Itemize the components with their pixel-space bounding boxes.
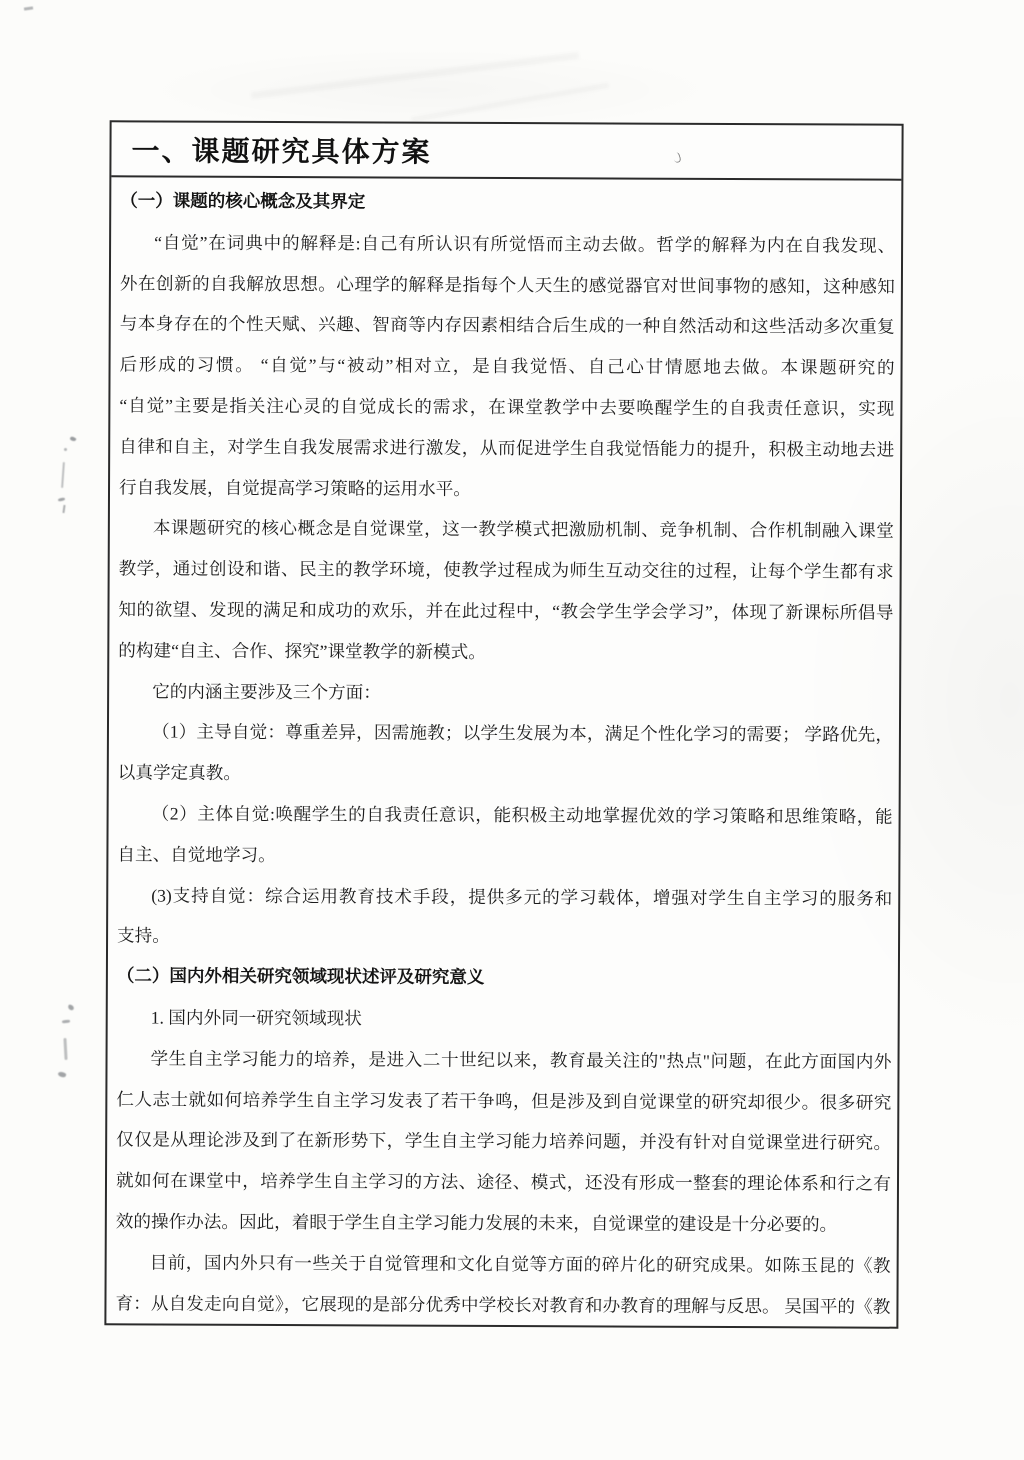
document-title-row	[111, 122, 901, 180]
text-line: 仁人志士就如何培养学生自主学习发表了若干争鸣，但是涉及到自觉课堂的研究却很少。很多研究	[116, 1088, 892, 1113]
text-line: 自律和自主，对学生自我发展需求进行激发，从而促进学生自我觉悟能力的提升，积极主动地去进	[119, 436, 895, 460]
text-line: 1. 国内外同一研究领域现状	[150, 1007, 362, 1029]
text-line: 与本身存在的个性天赋、兴趣、智商等内存因素相结合后生成的一种自然活动和这些活动多次重复	[119, 313, 895, 338]
scan-streak	[411, 83, 609, 123]
page-title: 一、课题研究具体方案	[131, 133, 432, 169]
text-line: (3)支持自觉：综合运用教育技术手段，提供多元的学习载体，增强对学生自主学习的服务和	[151, 885, 893, 909]
text-line: 学生自主学习能力的培养，是进入二十世纪以来，教育最关注的"热点"问题，在此方面国内外	[150, 1048, 892, 1072]
text-line: 自主、自觉地学习。	[117, 844, 276, 865]
ink-smudge	[63, 1038, 67, 1060]
text-line: 的构建“自主、合作、探究”课堂教学的新模式。	[118, 640, 486, 662]
ink-smudge	[69, 436, 76, 442]
text-line: 目前，国内外只有一些关于自觉管理和文化自觉等方面的碎片化的研究成果。如陈玉昆的《教	[149, 1252, 891, 1276]
ink-smudge	[58, 497, 65, 501]
text-line: 知的欲望、发现的满足和成功的欢乐，并在此过程中，“教会学生学会学习”，体现了新课标所倡导	[118, 599, 894, 623]
ink-speck	[672, 152, 682, 164]
text-line: 教学，通过创设和谐、民主的教学环境，使教学过程成为师生互动交往的过程，让每个学生都有求	[118, 558, 894, 582]
ink-smudge	[57, 1071, 66, 1079]
text-line: 支持。	[117, 925, 170, 946]
text-line: “自觉”在词典中的解释是:自己有所认识有所觉悟而主动去做。哲学的解释为内在自我发现、	[154, 232, 896, 256]
text-line: （一）课题的核心概念及其界定	[120, 191, 366, 213]
text-line: （二）国内外相关研究领域现状述评及研究意义	[116, 966, 485, 989]
text-line: 育：从自发走向自觉》，它展现的是部分优秀中学校长对教育和办教育的理解与反思。 吴国平的《教	[115, 1292, 891, 1317]
text-line: 就如何在课堂中，培养学生自主学习的方法、途径、模式，还没有形成一整套的理论体系和行之有	[115, 1170, 892, 1194]
scan-streak	[251, 52, 579, 99]
text-line: （2）主体自觉:唤醒学生的自我责任意识，能积极主动地掌握优效的学习策略和思维策略，能	[151, 803, 893, 827]
text-line: 后形成的习惯。 “自觉”与“被动”相对立，是自我觉悟、自己心甘情愿地去做。本课题研究的	[119, 354, 895, 378]
ink-smudge	[62, 1020, 70, 1023]
text-line: 以真学定真教。	[117, 762, 242, 784]
ink-smudge	[62, 505, 65, 513]
text-line: 本课题研究的核心概念是自觉课堂，这一教学模式把激励机制、竞争机制、合作机制融入课堂	[152, 517, 894, 542]
ink-smudge	[61, 462, 65, 488]
document-frame	[104, 120, 903, 1328]
text-line: （1）主导自觉：尊重差异，因需施教；以学生发展为本，满足个性化学习的需要； 学路优先，	[151, 721, 894, 746]
ink-smudge	[64, 448, 67, 451]
text-line: 它的内涵主要涉及三个方面：	[152, 681, 381, 703]
text-line: 外在创新的自我解放思想。心理学的解释是指每个人天生的感觉器官对世间事物的感知，这种感知	[119, 272, 895, 297]
text-line: 行自我发展，自觉提高学习策略的运用水平。	[118, 476, 471, 499]
scan-speck	[24, 6, 33, 10]
document-body	[106, 177, 901, 1327]
text-line: 效的操作办法。因此，着眼于学生自主学习能力发展的未来，自觉课堂的建设是十分必要的。	[115, 1211, 838, 1235]
text-line: “自觉”主要是指关注心灵的自觉成长的需求，在课堂教学中去要唤醒学生的自我责任意识，实现	[119, 395, 895, 419]
ink-smudge	[67, 1004, 74, 1011]
text-line: 仅仅是从理论涉及到了在新形势下，学生自主学习能力培养问题，并没有针对自觉课堂进行研究。	[116, 1129, 892, 1154]
